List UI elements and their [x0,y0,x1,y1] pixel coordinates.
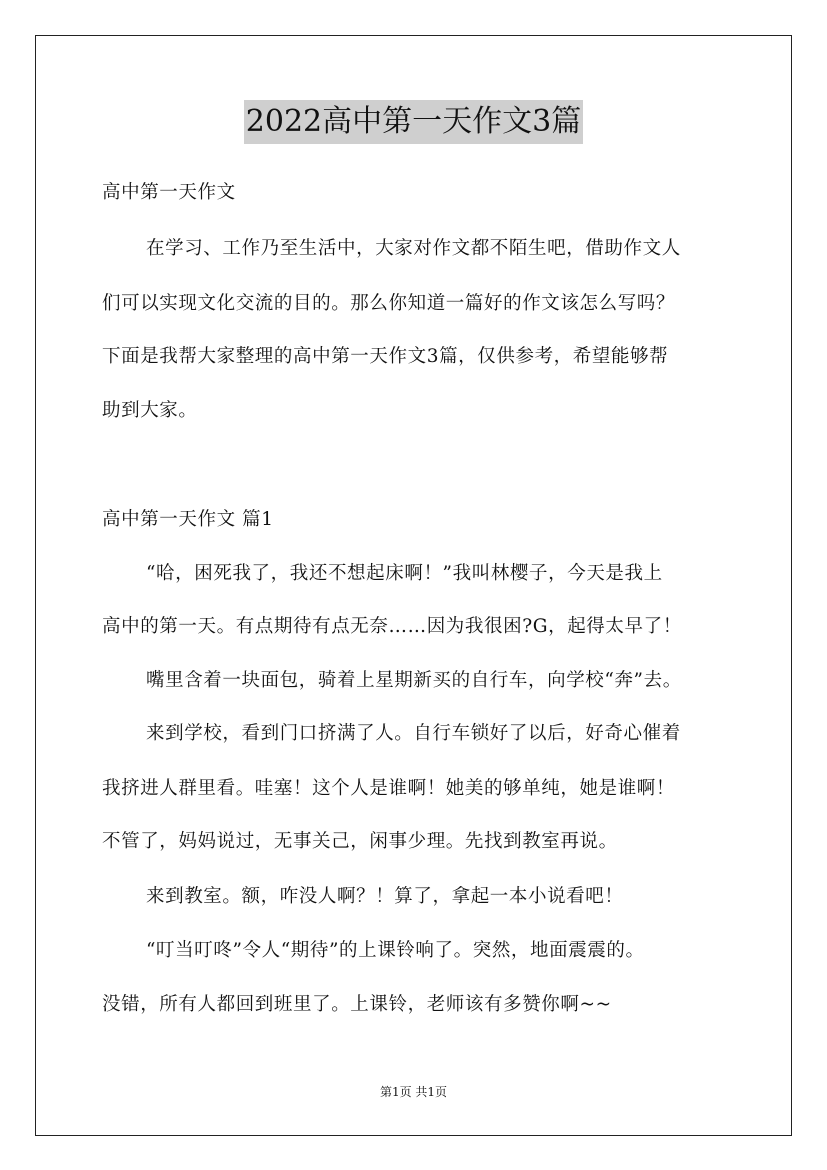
essay1-heading: 高中第一天作文 篇1 [102,509,274,530]
essay1-line-1: “哈，困死我了，我还不想起床啊！”我叫林樱子，今天是我上 [146,563,663,584]
essay1-line-7: 来到教室。额，咋没人啊？！算了，拿起一本小说看吧！ [146,886,624,907]
intro-line-2: 们可以实现文化交流的目的。那么你知道一篇好的作文该怎么写吗？ [102,293,676,314]
document-title-wrap [0,100,827,144]
intro-line-4: 助到大家。 [102,400,198,421]
essay1-line-3: 嘴里含着一块面包，骑着上星期新买的自行车，向学校“奔”去。 [146,670,682,691]
intro-line-3: 下面是我帮大家整理的高中第一天作文3篇，仅供参考，希望能够帮 [102,346,669,367]
page-footer: 第1页 共1页 [379,1085,448,1099]
section-heading: 高中第一天作文 [102,182,236,203]
essay1-line-2: 高中的第一天。有点期待有点无奈……因为我很困?G，起得太早了！ [102,616,682,637]
essay1-line-5: 我挤进人群里看。哇塞！这个人是谁啊！她美的够单纯，她是谁啊！ [102,778,676,799]
document-title: 2022高中第一天作文3篇 [244,100,583,144]
essay1-line-4: 来到学校，看到门口挤满了人。自行车锁好了以后，好奇心催着 [146,723,681,744]
essay1-line-9: 没错，所有人都回到班里了。上课铃，老师该有多赞你啊~~ [102,994,612,1015]
essay1-line-8: “叮当叮咚”令人“期待”的上课铃响了。突然，地面震震的。 [146,940,645,961]
essay1-line-6: 不管了，妈妈说过，无事关己，闲事少理。先找到教室再说。 [102,831,618,852]
intro-line-1: 在学习、工作乃至生活中，大家对作文都不陌生吧，借助作文人 [146,238,681,259]
